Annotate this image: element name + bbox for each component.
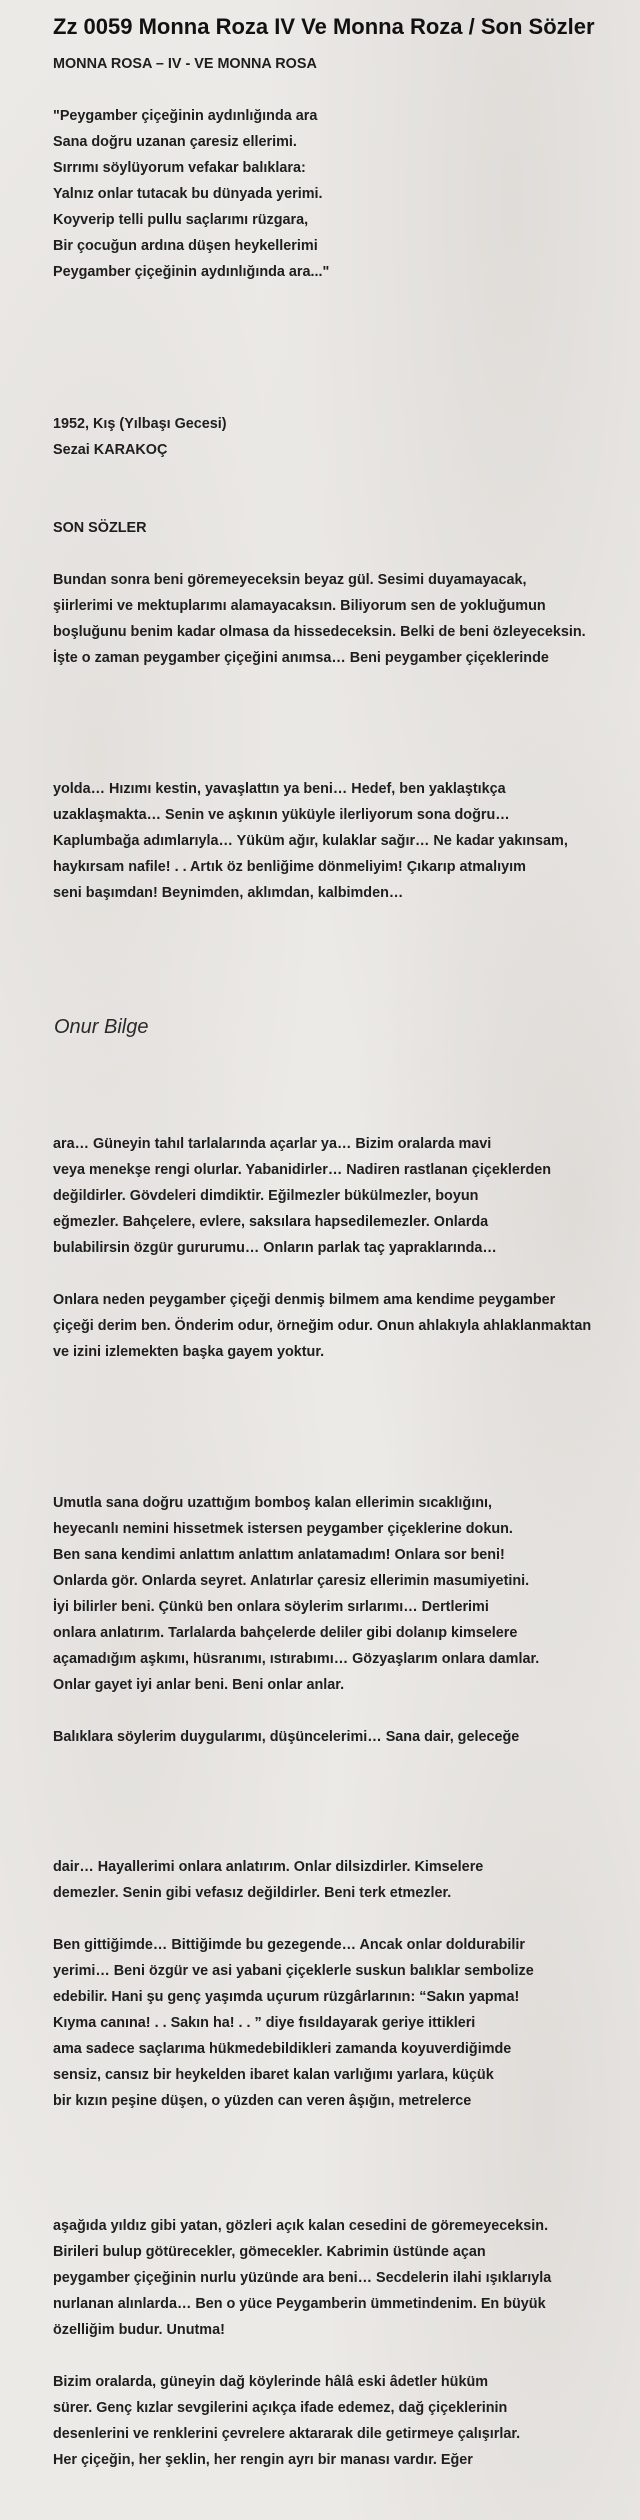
paragraph-6: [53, 1724, 640, 1750]
paragraph-line: özelliğim budur. Unutma!: [53, 2322, 225, 2338]
poem-line: Bir çocuğun ardına düşen heykellerimi: [53, 238, 318, 254]
paragraph-line: sensiz, cansız bir heykelden ibaret kalan varlığımı yarlara, küçük: [53, 2067, 494, 2083]
paragraph-line: eğmezler. Bahçelere, evlere, saksılara hapsedilemezler. Onlarda: [53, 1214, 489, 1230]
paragraph-line: demezler. Senin gibi vefasız değildirler. Beni terk etmezler.: [53, 1885, 452, 1901]
paragraph-line: ara… Güneyin tahıl tarlalarında açarlar ya… Bizim oralarda mavi: [53, 1136, 492, 1152]
subtitle-line: MONNA ROSA – IV - VE MONNA ROSA: [53, 56, 317, 72]
paragraph-line: Bizim oralarda, güneyin dağ köylerinde hâlâ eski âdetler hüküm: [53, 2374, 489, 2390]
paragraph-line: Onlara neden peygamber çiçeği denmiş bilmem ama kendime peygamber: [53, 1292, 556, 1308]
paragraph-line: Onlarda gör. Onlarda seyret. Anlatırlar çaresiz ellerimin masumiyetini.: [53, 1573, 530, 1589]
paragraph-line: çiçeği derim ben. Önderim odur, örneğim odur. Onun ahlakıyla ahlaklanmaktan: [53, 1318, 592, 1334]
paragraph-line: İşte o zaman peygamber çiçeğini anımsa… Beni peygamber çiçeklerinde: [53, 650, 549, 666]
paragraph-line: heyecanlı nemini hissetmek istersen peygamber çiçeklerine dokun.: [53, 1521, 513, 1537]
paragraph-line: bulabilirsin özgür gururumu… Onların parlak taç yapraklarında…: [53, 1240, 497, 1256]
paragraph-line: sürer. Genç kızlar sevgilerini açıkça ifade edemez, dağ çiçeklerinin: [53, 2400, 508, 2416]
paragraph-line: bir kızın peşine düşen, o yüzden can veren âşığın, metrelerce: [53, 2093, 472, 2109]
paragraph-2: [53, 776, 640, 906]
paragraph-line: boşluğunu benim kadar olmasa da hissedeceksin. Belki de beni özleyeceksin.: [53, 624, 586, 640]
paragraph-line: desenlerini ve renklerini çevrelere aktararak dile getirmeye çalışırlar.: [53, 2426, 521, 2442]
poem-date: 1952, Kış (Yılbaşı Gecesi): [53, 416, 227, 432]
section-heading: [53, 515, 640, 541]
paragraph-line: açamadığım aşkımı, hüsranımı, ıstırabımı… Gözyaşlarım onlara damlar.: [53, 1651, 540, 1667]
paragraph-line: haykırsam nafile! . . Artık öz benliğime dönmeliyim! Çıkarıp atmalıyım: [53, 859, 526, 875]
poem-line: Koyverip telli pullu saçlarımı rüzgara,: [53, 212, 309, 228]
paragraph-line: Her çiçeğin, her şeklin, her rengin ayrı bir manası vardır. Eğer: [53, 2452, 473, 2468]
paragraph-line: nurlanan alınlarda… Ben o yüce Peygamberin ümmetindenim. En büyük: [53, 2296, 546, 2312]
paragraph-line: Bundan sonra beni göremeyeceksin beyaz gül. Sesimi duyamayacak,: [53, 572, 527, 588]
paragraph-line: değildirler. Gövdeleri dimdiktir. Eğilmezler bükülmezler, boyun: [53, 1188, 479, 1204]
paragraph-line: Onlar gayet iyi anlar beni. Beni onlar anlar.: [53, 1677, 345, 1693]
paragraph-line: Balıklara söylerim duygularımı, düşüncelerimi… Sana dair, geleceğe: [53, 1729, 520, 1745]
section-heading-text: SON SÖZLER: [53, 520, 147, 536]
paragraph-line: Ben gittiğimde… Bittiğimde bu gezegende… Ancak onlar doldurabilir: [53, 1937, 525, 1953]
paragraph-line: onlara anlatırım. Tarlalarda bahçelerde deliler gibi dolanıp kimselere: [53, 1625, 518, 1641]
paragraph-4: [53, 1287, 640, 1365]
paragraph-10: [53, 2369, 640, 2473]
paragraph-line: yolda… Hızımı kestin, yavaşlattın ya beni… Hedef, ben yaklaştıkça: [53, 781, 506, 797]
paragraph-line: şiirlerimi ve mektuplarımı alamayacaksın. Biliyorum sen de yokluğumun: [53, 598, 546, 614]
poem-author: Sezai KARAKOÇ: [53, 442, 168, 458]
paragraph-line: Umutla sana doğru uzattığım bomboş kalan ellerimin sıcaklığını,: [53, 1495, 493, 1511]
paragraph-line: Birileri bulup götürecekler, gömecekler. Kabrimin üstünde açan: [53, 2244, 486, 2260]
paragraph-line: İyi bilirler beni. Çünkü ben onlara söylerim sırlarımı… Dertlerimi: [53, 1599, 489, 1615]
paragraph-line: uzaklaşmakta… Senin ve aşkının yüküyle ilerliyorum sona doğru…: [53, 807, 510, 823]
poem-signature: [53, 411, 640, 463]
paragraph-line: Kaplumbağa adımlarıyla… Yüküm ağır, kulaklar sağır… Ne kadar yakınsam,: [53, 833, 568, 849]
poem-line: Yalnız onlar tutacak bu dünyada yerimi.: [53, 186, 323, 202]
author-name: Onur Bilge: [54, 1016, 149, 1038]
paragraph-line: ve izini izlemekten başka gayem yoktur.: [53, 1344, 325, 1360]
paragraph-line: peygamber çiçeğinin nurlu yüzünde ara beni… Secdelerin ilahi ışıklarıyla: [53, 2270, 552, 2286]
subtitle: [53, 51, 640, 77]
poem-line: "Peygamber çiçeğinin aydınlığında ara: [53, 108, 318, 124]
poem-block: [53, 103, 640, 285]
poem-line: Peygamber çiçeğinin aydınlığında ara...": [53, 264, 330, 280]
paragraph-line: edebilir. Hani şu genç yaşımda uçurum rüzgârlarının: “Sakın yapma!: [53, 1989, 520, 2005]
paragraph-9: [53, 2213, 640, 2343]
paragraph-line: yerimi… Beni özgür ve asi yabani çiçeklerle suskun balıklar sembolize: [53, 1963, 534, 1979]
paragraph-line: Kıyma canına! . . Sakın ha! . . ” diye fısıldayarak geriye ittikleri: [53, 2015, 476, 2031]
paragraph-line: aşağıda yıldız gibi yatan, gözleri açık kalan cesedini de göremeyeceksin.: [53, 2218, 549, 2234]
paragraph-line: seni başımdan! Beynimden, aklımdan, kalbimden…: [53, 885, 404, 901]
paragraph-5: [53, 1490, 640, 1698]
paragraph-line: Ben sana kendimi anlattım anlattım anlatamadım! Onlara sor beni!: [53, 1547, 505, 1563]
paragraph-8: [53, 1932, 640, 2114]
poem-line: Sırrımı söylüyorum vefakar balıklara:: [53, 160, 306, 176]
poem-line: Sana doğru uzanan çaresiz ellerimi.: [53, 134, 297, 150]
paragraph-line: ama sadece saçlarıma hükmedebildikleri zamanda koyuverdiğimde: [53, 2041, 512, 2057]
paragraph-7: [53, 1854, 640, 1906]
paragraph-1: [53, 567, 640, 671]
paragraph-line: veya menekşe rengi olurlar. Yabanidirler… Nadiren rastlanan çiçeklerden: [53, 1162, 552, 1178]
paragraph-3: [53, 1131, 640, 1261]
paragraph-line: dair… Hayallerimi onlara anlatırım. Onlar dilsizdirler. Kimselere: [53, 1859, 484, 1875]
page-title: Zz 0059 Monna Roza IV Ve Monna Roza / Son Sözler: [53, 14, 595, 39]
